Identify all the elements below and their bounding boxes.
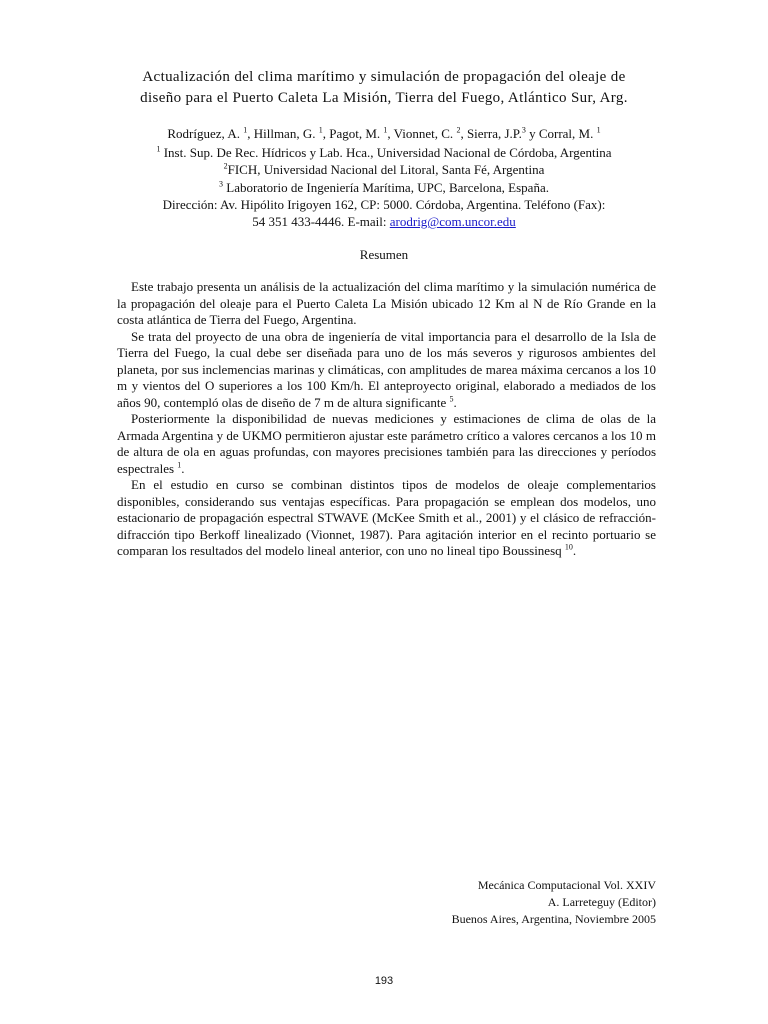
abstract-paragraph-2: Se trata del proyecto de una obra de ingeniería de vital importancia para el desarrollo de la Isla de Tierra del Fuego, la cual debe ser diseñada para uno de los más severos y rigurosos ambientes del planeta, por sus inclemencias marinas y climáticas, con amplitudes de marea máxima cercanos a los 10 m y vientos del O superiores a los 100 Km/h. El anteproyecto original, elaborado a mediados de los años 90, contempló olas de diseño de 7 m de altura significante $^5$.	[117, 328, 656, 410]
author: Vionnet, C. $^2$,	[393, 125, 467, 141]
abstract-paragraph-4: En el estudio en curso se combinan distintos tipos de modelos de oleaje complementarios disponibles, considerando sus ventajas específicas. Para propagación se emplean dos modelos, uno estacionario de propagación espectral STWAVE (McKee Smith et al., 2001) y el clásico de refracción-difracción tipo Berkoff linealizado (Vionnet, 1987). Para agitación interior en el recinto portuario se comparan los resultados del modelo lineal anterior, con uno no lineal tipo Boussinesq $^{10}$.	[117, 477, 656, 558]
author: Pagot, M. $^1$,	[329, 125, 394, 141]
affiliation-3: $^3$ Laboratorio de Ingeniería Marítima, UPC, Barcelona, España.	[219, 179, 549, 195]
affiliation-2: $^2$FICH, Universidad Nacional del Litoral, Santa Fé, Argentina	[223, 161, 545, 178]
author: Rodríguez, A. $^1$,	[167, 125, 254, 141]
email-link[interactable]: arodrig@com.uncor.edu	[389, 214, 516, 230]
paper-title	[110, 67, 658, 109]
affiliation-1: $^1$ Inst. Sup. De Rec. Hídricos y Lab. Hca., Universidad Nacional de Córdoba, Argentina	[156, 144, 612, 160]
title-line-2: diseño para el Puerto Caleta La Misión, Tierra del Fuego, Atlántico Sur, Arg.	[140, 90, 628, 106]
abstract-paragraph-1: Este trabajo presenta un análisis de la actualización del clima marítimo y la simulación numérica de la propagación del oleaje para el Puerto Caleta La Misión ubicado 12 Km al N de Río Grande en la costa atlántica de Tierra del Fuego, Argentina.	[117, 279, 656, 327]
publication-footer	[380, 877, 656, 928]
author: Sierra, J.P.$^3$ y	[466, 125, 539, 141]
abstract-heading: Resumen	[359, 247, 409, 262]
journal-line: Mecánica Computacional Vol. XXIV	[477, 878, 656, 892]
reference-marker: 5	[449, 394, 454, 404]
address-line-1: Dirección: Av. Hipólito Irigoyen 162, CP: 5000. Córdoba, Argentina. Teléfono (Fax):	[162, 196, 606, 212]
address-line-2: 54 351 433-4446. E-mail: arodrig@com.uncor.edu	[252, 214, 516, 230]
author: Hillman, G. $^1$,	[253, 125, 330, 141]
page-number: 193	[374, 975, 394, 987]
reference-marker: 10	[564, 542, 573, 552]
title-line-1: Actualización del clima marítimo y simulación de propagación del oleaje de	[142, 69, 626, 85]
abstract-paragraph-3: Posteriormente la disponibilidad de nuevas mediciones y estimaciones de clima de olas de la Armada Argentina y de UKMO permitieron ajustar este parámetro crítico a valores cercanos a los 10 m de altura de ola en aguas profundas, con mayores precisiones también para las direcciones y períodos espectrales $^1$.	[117, 411, 656, 476]
author-list	[100, 125, 668, 142]
reference-marker: 1	[177, 460, 182, 470]
author: Corral, M. $^1$	[538, 125, 601, 141]
place-date-line: Buenos Aires, Argentina, Noviembre 2005	[451, 912, 656, 926]
affiliations	[100, 144, 668, 230]
abstract-body	[117, 279, 656, 560]
editor-line: A. Larreteguy (Editor)	[547, 895, 656, 909]
